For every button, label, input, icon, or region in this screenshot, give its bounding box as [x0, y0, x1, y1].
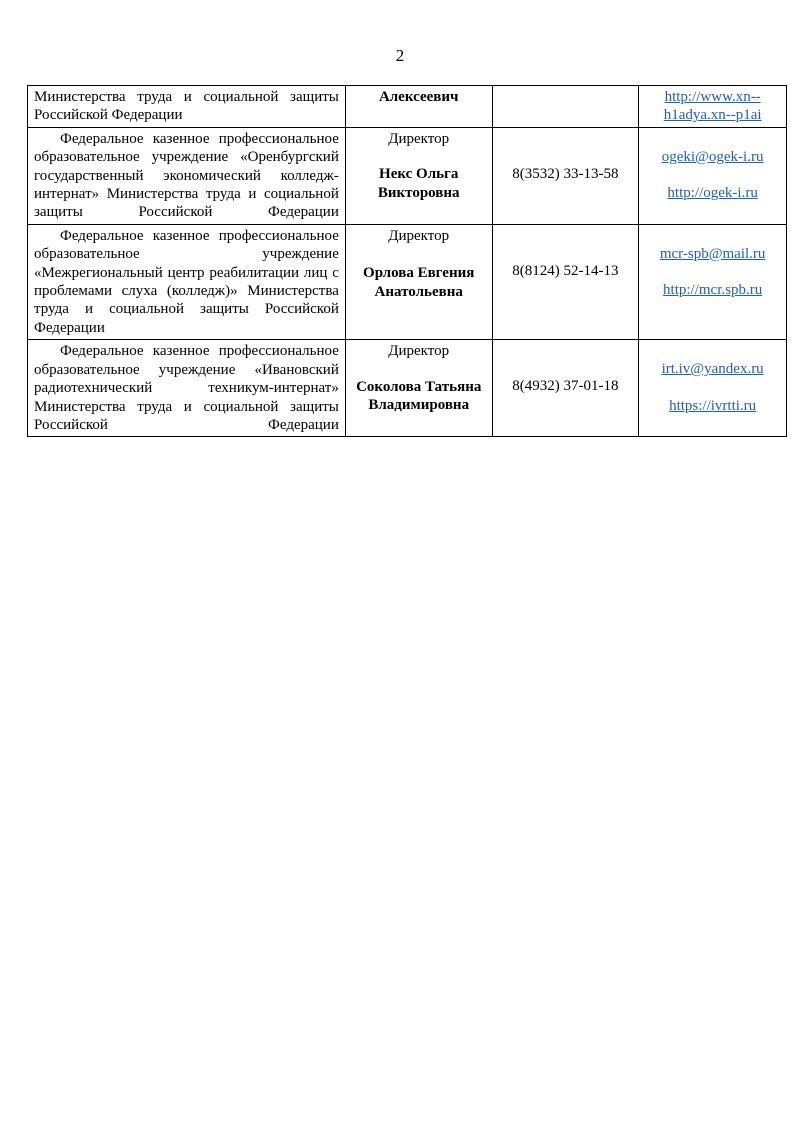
- head-position: Директор: [388, 130, 450, 147]
- head-position: Директор: [388, 227, 450, 244]
- email-link[interactable]: irt.iv@yandex.ru: [661, 361, 764, 378]
- phone-cell: [492, 127, 639, 224]
- head-name: Некс Ольга Викторовна: [377, 166, 460, 201]
- head-name: Соколова Татьяна Владимировна: [356, 378, 482, 414]
- email-link[interactable]: ogeki@ogek-i.ru: [661, 148, 764, 165]
- phone-number: 8(3532) 33-13-58: [512, 165, 619, 182]
- head-cell: [345, 127, 492, 224]
- organization-name: Федеральное казенное профессиональное образовательное учреждение «Межрегиональный центр реабилитации лиц с проблемами слуха (колледж)» Министерства труда и социальной защиты Российской Федерации: [34, 227, 339, 336]
- head-cell: [345, 340, 492, 437]
- website-link[interactable]: http://mcr.spb.ru: [663, 282, 763, 299]
- organization-cell: [28, 340, 346, 437]
- table-row: [28, 127, 787, 224]
- phone-number: 8(4932) 37-01-18: [512, 378, 619, 395]
- head-position: Директор: [388, 343, 450, 360]
- website-link[interactable]: https://ivrtti.ru: [669, 397, 757, 414]
- organization-name: Федеральное казенное профессиональное образовательное учреждение «Ивановский радиотехнический техникум-интернат» Министерства труда и социальной защиты Российской Федерации: [34, 343, 339, 433]
- phone-cell: [492, 340, 639, 437]
- table-row: [28, 224, 787, 339]
- page-number: 2: [395, 46, 405, 65]
- organization-cell: [28, 86, 346, 128]
- organization-cell: [28, 224, 346, 339]
- head-cell: [345, 224, 492, 339]
- web-cell: [639, 127, 787, 224]
- website-link[interactable]: http://ogek-i.ru: [667, 185, 758, 202]
- web-cell: [639, 86, 787, 128]
- organization-name: Федеральное казенное профессиональное образовательное учреждение «Оренбургский государственный экономический колледж-интернат» Министерства труда и социальной защиты Российской Федерации: [34, 130, 339, 221]
- web-cell: [639, 340, 787, 437]
- contacts-table: [27, 85, 787, 437]
- phone-cell: [492, 86, 639, 128]
- organization-cell: [28, 127, 346, 224]
- head-name: Алексеевич: [378, 89, 459, 105]
- head-name: Орлова Евгения Анатольевна: [363, 265, 475, 300]
- email-link[interactable]: mcr-spb@mail.ru: [659, 245, 766, 262]
- table-row: [28, 340, 787, 437]
- head-cell: [345, 86, 492, 128]
- web-cell: [639, 224, 787, 339]
- table-row: [28, 86, 787, 128]
- organization-name: Министерства труда и социальной защиты Российской Федерации: [34, 89, 339, 124]
- website-link[interactable]: http://www.xn--h1adya.xn--p1ai: [663, 89, 762, 124]
- phone-cell: [492, 224, 639, 339]
- phone-number: 8(8124) 52-14-13: [512, 262, 619, 279]
